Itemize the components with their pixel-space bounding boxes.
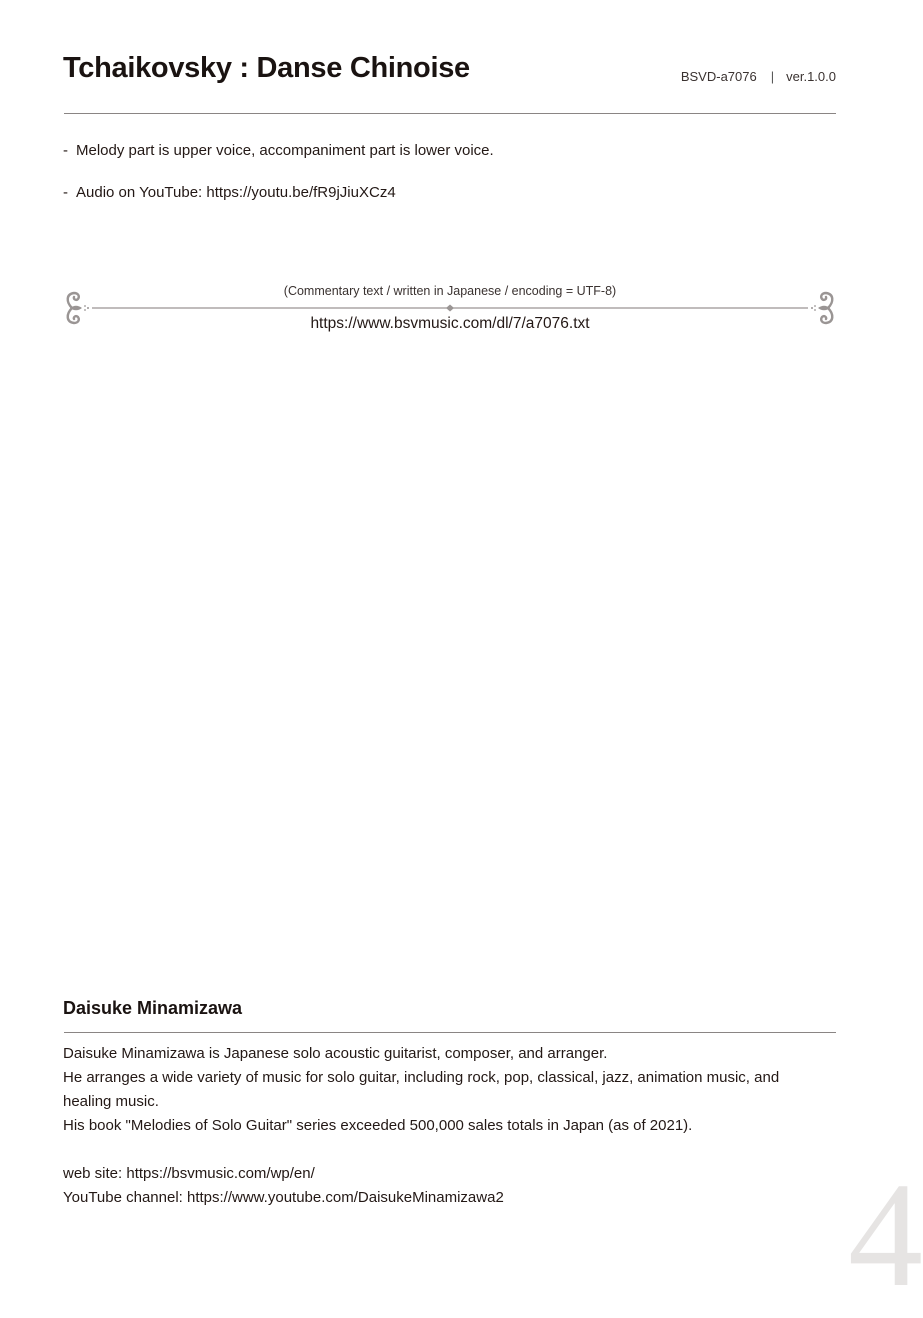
note-text[interactable]: Audio on YouTube: https://youtu.be/fR9jJiuXCz4 [76,184,396,201]
author-divider [64,1032,836,1033]
note-text: Melody part is upper voice, accompaniment part is lower voice. [76,142,494,159]
commentary-caption: (Commentary text / written in Japanese / encoding = UTF-8) [283,284,617,298]
bio-line: Daisuke Minamizawa is Japanese solo acoustic guitarist, composer, and arranger. [63,1045,608,1062]
header-divider [64,113,836,114]
note-audio [63,184,396,201]
bio-line: He arranges a wide variety of music for solo guitar, including rock, pop, classical, jazz, animation music, and healing music. [63,1069,780,1110]
page-title: Tchaikovsky : Danse Chinoise [63,52,470,84]
bio-spacer [63,1138,803,1162]
catalog-code: BSVD-a7076 [680,69,757,84]
document-meta [681,69,836,84]
page-number: 4 [848,1152,923,1318]
version-label: ver.1.0.0 [786,69,836,84]
meta-separator: | [770,69,775,84]
note-melody [63,142,494,159]
note-dash: - [63,142,68,159]
youtube-channel-link[interactable]: YouTube channel: https://www.youtube.com/DaisukeMinamizawa2 [63,1189,504,1206]
bio-line: His book "Melodies of Solo Guitar" series exceeded 500,000 sales totals in Japan (as of 2021). [63,1117,693,1134]
note-dash: - [63,184,68,201]
author-bio [63,1042,803,1210]
commentary-url-link[interactable]: https://www.bsvmusic.com/dl/7/a7076.txt [310,315,590,332]
ornament-center-diamond [446,305,454,312]
author-name-heading: Daisuke Minamizawa [63,998,243,1018]
website-link[interactable]: web site: https://bsvmusic.com/wp/en/ [63,1165,315,1182]
